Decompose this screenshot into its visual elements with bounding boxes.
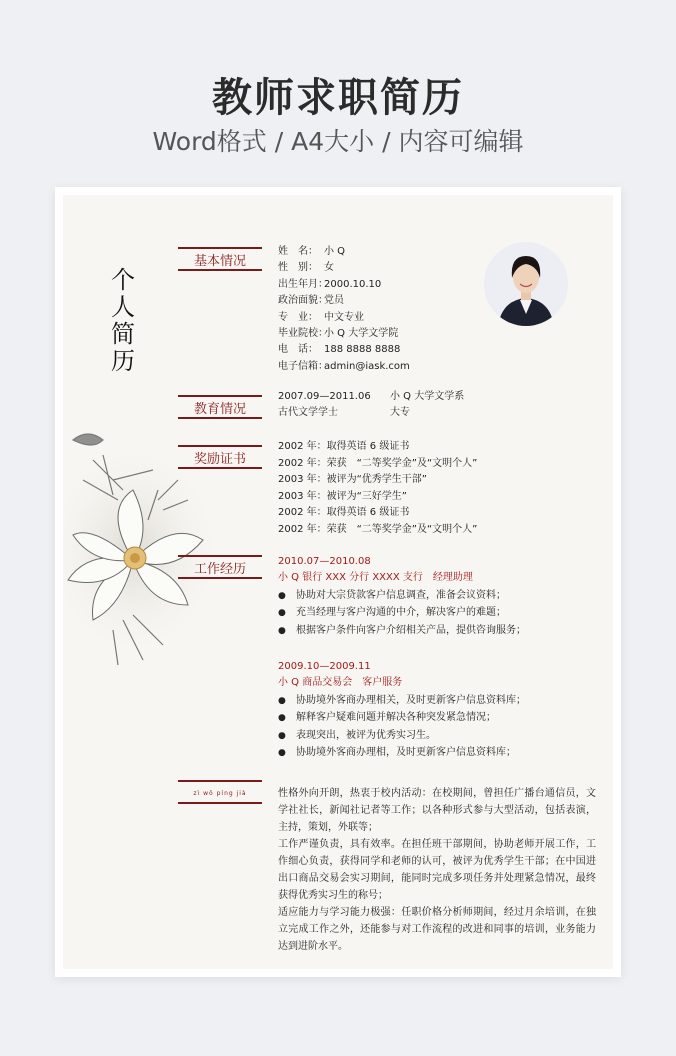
section-self-eval-header: zì wǒ píng jià — [178, 780, 262, 806]
page-subtitle: Word格式 / A4大小 / 内容可编辑 — [152, 127, 524, 156]
divider — [178, 395, 262, 397]
list-item: 古代文学学士 大专 — [278, 407, 410, 418]
bullet-icon: ● — [278, 625, 286, 636]
job-1 — [278, 554, 526, 639]
paragraph: 性格外向开朗，热衷于校内活动：在校期间，曾担任广播台通信员，文学社社长，新闻社记者等工作；以各种形式参与大型活动，包括表演，主持，策划，外联等； — [278, 788, 596, 833]
avatar-photo-icon — [484, 242, 568, 326]
list-item: ● 充当经理与客户沟通的中介，解决客户的难题； — [278, 604, 526, 622]
bullet-icon: ● — [278, 590, 286, 601]
vertical-title: 个 人 简 历 — [111, 266, 135, 375]
list-item: 2007.09—2011.06 小 Q 大学文学系 — [278, 391, 465, 402]
paragraph: 工作严谨负责，具有效率。在担任班干部期间，协助老师开展工作，工作细心负责，获得同学和老师的认可，被评为优秀学生干部；在中国进出口商品交易会实习期间，能同时完成多项任务并处理紧急情况，最终获得优秀实习生的称号； — [278, 839, 596, 901]
bullet-icon: ● — [278, 748, 286, 759]
list-item: ● 根据客户条件向客户介绍相关产品，提供咨询服务； — [278, 622, 526, 640]
basic-info-list — [278, 244, 410, 375]
page-title: 教师求职简历 — [212, 75, 464, 121]
bullet-icon: ● — [278, 608, 286, 619]
info-row: 性 别： 女 — [278, 262, 334, 274]
section-education-header: 教育情况 — [178, 395, 262, 421]
paragraph: 适应能力与学习能力极强：任职价格分析师期间，经过月余培训，在独立完成工作之外，还能参与对工作流程的改进和同事的培训，业务能力达到进阶水平。 — [278, 907, 596, 952]
list-item: 2002 年：取得英语 6 级证书 — [278, 507, 410, 519]
list-item: 2003 年：被评为“优秀学生干部” — [278, 474, 427, 486]
info-row: 政治面貌：党员 — [278, 295, 344, 307]
self-evaluation — [278, 785, 596, 955]
awards-list — [278, 439, 477, 539]
divider — [178, 445, 262, 447]
divider — [178, 802, 262, 804]
section-work-header: 工作经历 — [178, 555, 262, 581]
divider — [178, 247, 262, 249]
info-row: 专 业： 中文专业 — [278, 311, 364, 323]
info-row: 毕业院校：小 Q 大学文学院 — [278, 327, 399, 339]
job-company: 小 Q 商品交易会 客户服务 — [278, 677, 403, 689]
info-row: 出生年月：2000.10.10 — [278, 278, 382, 290]
list-item: ● 解释客户疑难问题并解决各种突发紧急情况； — [278, 709, 526, 727]
avatar — [484, 242, 568, 326]
education-list — [278, 389, 464, 421]
section-awards-header: 奖励证书 — [178, 445, 262, 471]
job-period: 2010.07—2010.08 — [278, 556, 371, 567]
job-period: 2009.10—2009.11 — [278, 661, 371, 672]
job-2 — [278, 659, 526, 762]
info-row: 电 话： 188 8888 8888 — [278, 344, 401, 356]
job-company: 小 Q 银行 XXX 分行 XXXX 支行 经理助理 — [278, 572, 473, 584]
bullet-icon: ● — [278, 730, 286, 741]
list-item: 2003 年：被评为“三好学生” — [278, 490, 407, 502]
list-item: ● 表现突出，被评为优秀实习生。 — [278, 727, 526, 745]
list-item: ● 协助对大宗贷款客户信息调查，准备会议资料； — [278, 587, 526, 605]
resume-card — [55, 187, 621, 977]
resume-paper — [63, 195, 613, 969]
list-item: 2002 年：荣获 “二等奖学金”及“文明个人” — [278, 523, 478, 535]
divider — [178, 780, 262, 782]
section-basic-header: 基本情况 — [178, 247, 262, 273]
bullet-icon: ● — [278, 695, 286, 706]
list-item: 2002 年：取得英语 6 级证书 — [278, 441, 410, 452]
list-item: 2002 年：荣获 “二等奖学金”及“文明个人” — [278, 457, 478, 469]
divider — [178, 417, 262, 419]
divider — [178, 555, 262, 557]
divider — [178, 269, 262, 271]
divider — [178, 577, 262, 579]
list-item: ● 协助境外客商办理相，及时更新客户信息资料库； — [278, 744, 526, 762]
info-row: 电子信箱：admin@iask.com — [278, 360, 410, 372]
divider — [178, 467, 262, 469]
list-item: ● 协助境外客商办理相关，及时更新客户信息资料库； — [278, 692, 526, 710]
info-row: 姓 名： 小 Q — [278, 246, 346, 257]
bullet-icon: ● — [278, 713, 286, 724]
